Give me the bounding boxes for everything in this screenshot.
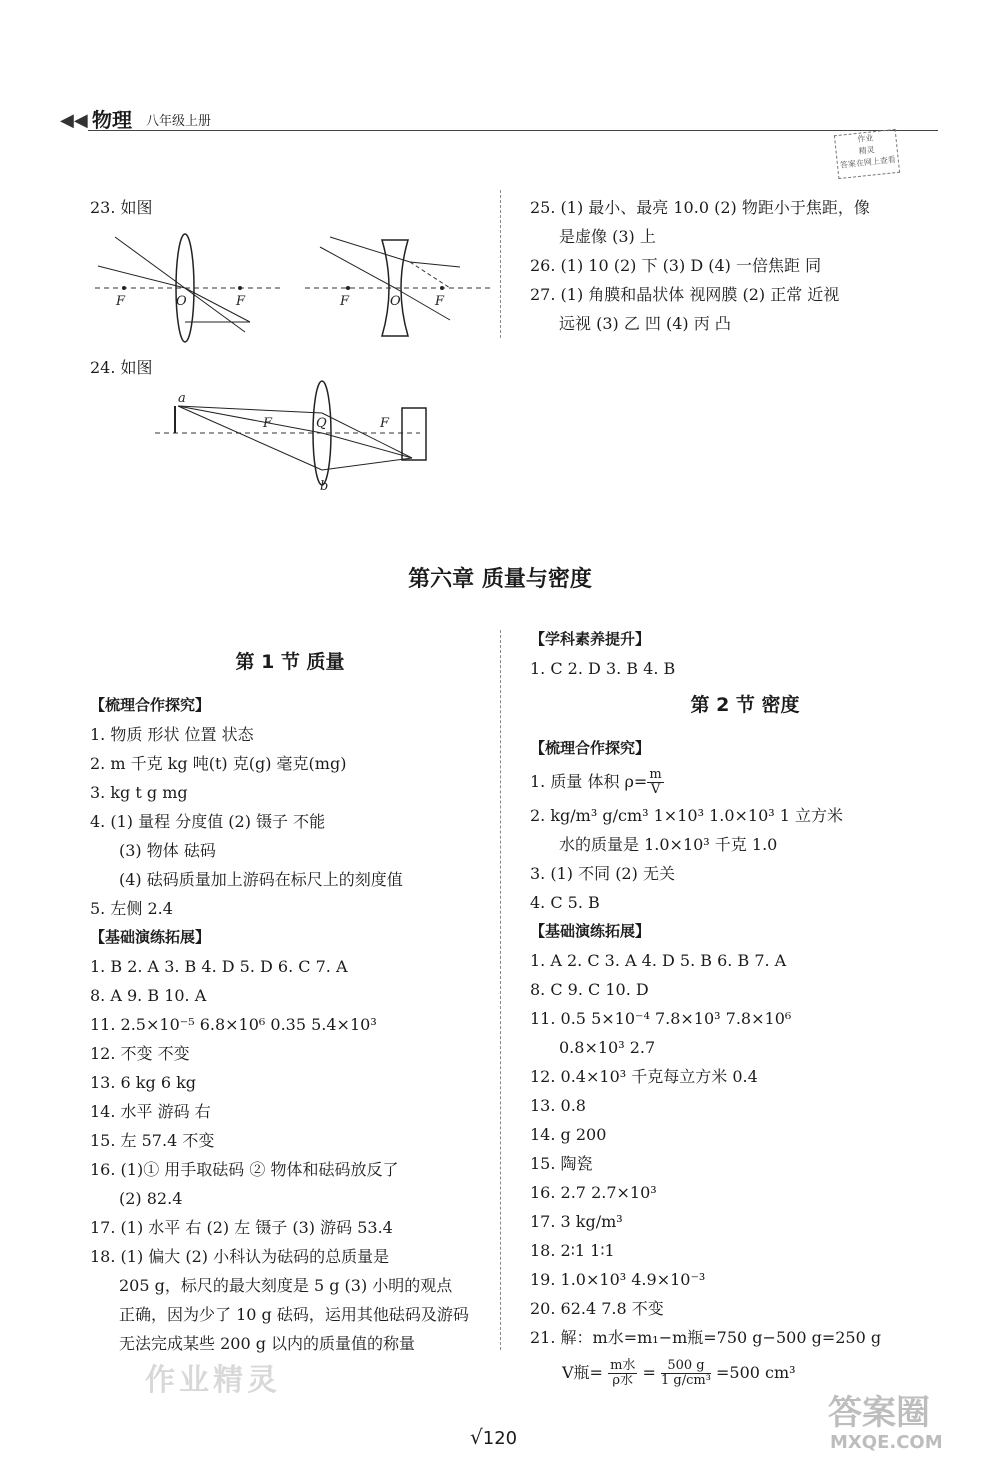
answer-line: 14. 水平 游码 右 <box>90 1102 211 1121</box>
answer-line: 205 g，标尺的最大刻度是 5 g (3) 小明的观点 <box>119 1276 453 1295</box>
answer-line: 25. (1) 最小、最亮 10.0 (2) 物距小于焦距，像 <box>530 198 870 217</box>
answer-line: 18. (1) 偏大 (2) 小科认为砝码的总质量是 <box>90 1247 390 1266</box>
svg-text:Q: Q <box>316 416 327 431</box>
answer-line: (2) 82.4 <box>119 1189 183 1208</box>
answer-line: 8. A 9. B 10. A <box>90 986 207 1005</box>
answer-line: 4. C 5. B <box>530 893 600 912</box>
section-heading: 【基础演练拓展】 <box>90 928 211 946</box>
answer-line: 15. 陶瓷 <box>530 1154 593 1173</box>
svg-text:F: F <box>435 294 445 309</box>
answer-line: (3) 物体 砝码 <box>119 841 216 860</box>
answer-line: 1. B 2. A 3. B 4. D 5. D 6. C 7. A <box>90 957 348 976</box>
answer-line: 12. 不变 不变 <box>90 1044 190 1063</box>
answer-line: 2. kg/m³ g/cm³ 1×10³ 1.0×10³ 1 立方米 <box>530 806 844 825</box>
svg-text:b: b <box>320 479 329 492</box>
camera-box <box>402 408 426 460</box>
q23-label: 23. 如图 <box>90 198 153 217</box>
right-column <box>530 625 960 1388</box>
density-definition-line: 1. 质量 体积 ρ= $\frac{m}{V}$ <box>530 767 662 797</box>
section-heading: 【学科素养提升】 <box>530 630 651 648</box>
chapter-title: 第六章 质量与密度 <box>408 567 592 592</box>
camera-diagram <box>150 380 440 492</box>
watermark-logo: 答案圈 <box>828 1393 930 1433</box>
answer-line: 正确，因为少了 10 g 砝码，运用其他砝码及游码 <box>119 1305 469 1324</box>
answer-line: 2. m 千克 kg 吨(t) 克(g) 毫克(mg) <box>90 754 347 773</box>
answer-line: 0.8×10³ 2.7 <box>559 1038 656 1057</box>
answer-line: 16. (1)① 用手取砝码 ② 物体和砝码放反了 <box>90 1160 399 1179</box>
column-divider <box>500 630 501 1350</box>
ray-4 <box>320 247 395 288</box>
svg-text:a: a <box>178 391 186 406</box>
formula-line: V瓶= $\frac{\text{m水}}{\text{ρ水}}$ = $\frac{500 g}{\text{1 g/cm³}}$ =500 cm³ <box>562 1358 796 1388</box>
svg-text:F: F <box>263 416 273 431</box>
answer-line: 11. 0.5 5×10⁻⁴ 7.8×10³ 7.8×10⁶ <box>530 1009 792 1028</box>
page-number: √120 <box>470 1425 518 1449</box>
section-title: 第 2 节 密度 <box>690 694 800 716</box>
answer-line: 18. 2∶1 1∶1 <box>530 1241 615 1260</box>
top-right-answers <box>530 193 960 338</box>
section-heading: 【基础演练拓展】 <box>530 922 651 940</box>
answer-line: 3. (1) 不同 (2) 无关 <box>530 864 675 883</box>
answer-line: 远视 (3) 乙 凹 (4) 丙 凸 <box>559 314 731 333</box>
answer-line: 1. 物质 形状 位置 状态 <box>90 725 254 744</box>
center-label: O <box>176 294 187 309</box>
page-header <box>60 100 940 132</box>
answer-line: 19. 1.0×10³ 4.9×10⁻³ <box>530 1270 706 1289</box>
header-subject: 物理 <box>92 108 132 132</box>
section-heading: 【梳理合作探究】 <box>530 739 651 757</box>
answer-line: 14. g 200 <box>530 1125 607 1144</box>
answer-line: 16. 2.7 2.7×10³ <box>530 1183 657 1202</box>
svg-text:F: F <box>340 294 350 309</box>
ray-1 <box>115 237 245 332</box>
answer-line: 27. (1) 角膜和晶状体 视网膜 (2) 正常 近视 <box>530 285 840 304</box>
stamp-logo: 作业 精灵 答案在网上查看 <box>834 129 900 179</box>
answer-line: (4) 砝码质量加上游码在标尺上的刻度值 <box>119 870 403 889</box>
header-rule <box>88 130 938 131</box>
answer-line: 15. 左 57.4 不变 <box>90 1131 215 1150</box>
header-arrow-icon: ◀◀ <box>60 110 88 131</box>
svg-text:F: F <box>380 416 390 431</box>
focus-label: F <box>116 294 126 309</box>
ray-2 <box>98 266 185 288</box>
answer-line: 17. 3 kg/m³ <box>530 1212 623 1231</box>
answer-line: 1. C 2. D 3. B 4. B <box>530 659 676 678</box>
watermark-url: MXQE.COM <box>830 1432 943 1453</box>
answer-line: 20. 62.4 7.8 不变 <box>530 1299 664 1318</box>
lens-diagrams <box>90 232 510 344</box>
answer-line: 17. (1) 水平 右 (2) 左 镊子 (3) 游码 53.4 <box>90 1218 393 1237</box>
svg-text:O: O <box>390 294 401 309</box>
section-heading: 【梳理合作探究】 <box>90 696 211 714</box>
answer-line: 水的质量是 1.0×10³ 千克 1.0 <box>559 835 778 854</box>
answer-line: 1. A 2. C 3. A 4. D 5. B 6. B 7. A <box>530 951 787 970</box>
left-column <box>90 640 490 1358</box>
header-grade: 八年级上册 <box>146 114 212 129</box>
answer-line: 无法完成某些 200 g 以内的质量值的称量 <box>119 1334 416 1353</box>
q24-label: 24. 如图 <box>90 358 153 377</box>
column-divider <box>500 190 501 338</box>
answer-line: 21. 解：m水=m₁−m瓶=750 g−500 g=250 g <box>530 1328 882 1347</box>
answer-line: 13. 0.8 <box>530 1096 586 1115</box>
answer-line: 26. (1) 10 (2) 下 (3) D (4) 一倍焦距 同 <box>530 256 822 275</box>
answer-line: 13. 6 kg 6 kg <box>90 1073 197 1092</box>
answer-line: 8. C 9. C 10. D <box>530 980 649 999</box>
watermark-logo: 作业精灵 <box>145 1363 281 1398</box>
answer-line: 5. 左侧 2.4 <box>90 899 173 918</box>
answer-line: 12. 0.4×10³ 千克每立方米 0.4 <box>530 1067 758 1086</box>
section-title: 第 1 节 质量 <box>235 651 345 673</box>
answer-line: 4. (1) 量程 分度值 (2) 镊子 不能 <box>90 812 326 831</box>
answer-line: 11. 2.5×10⁻⁵ 6.8×10⁶ 0.35 5.4×10³ <box>90 1015 377 1034</box>
answer-line: 3. kg t g mg <box>90 783 188 802</box>
focus-label: F <box>236 294 246 309</box>
answer-line: 是虚像 (3) 上 <box>559 227 656 246</box>
